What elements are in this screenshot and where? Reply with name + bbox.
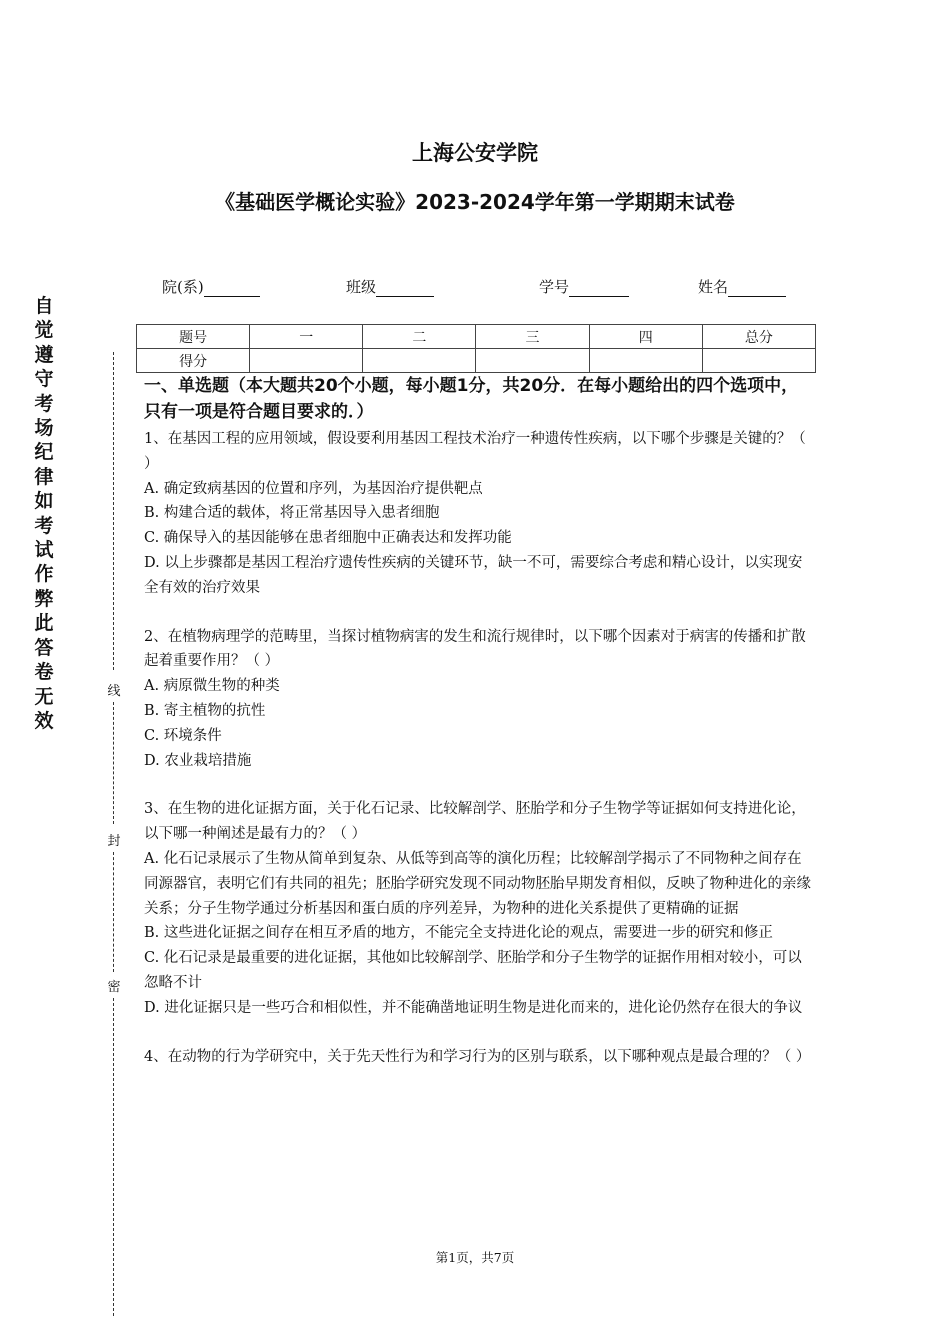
score-table [136,324,816,373]
side-notice-char: 律 [34,465,54,488]
score-table-header-label: 题号 [137,325,250,349]
binding-dash-line [113,998,114,1316]
score-cell-3 [476,349,589,373]
side-notice-char: 守 [34,368,54,391]
question-block [144,1045,812,1070]
side-notice-char: 觉 [34,319,54,342]
side-notice [31,294,57,733]
question-block [144,797,812,1020]
score-table-score-row [137,349,816,373]
question-stem: 4、在动物的行为学研究中，关于先天性行为和学习行为的区别与联系，以下哪种观点是最合理的？（ ） [144,1048,811,1065]
score-cell-2 [363,349,476,373]
dept-label: 院(系) [162,278,204,296]
side-notice-char: 如 [34,490,54,513]
side-notice-char: 此 [34,612,54,635]
binding-dash-line [113,852,114,972]
option-d[interactable]: D. 进化证据只是一些巧合和相似性，并不能确凿地证明生物是进化而来的，进化论仍然存在很大的争议 [144,999,803,1016]
name-label: 姓名 [698,278,729,296]
side-notice-char: 纪 [34,441,54,464]
name-field [698,276,786,297]
score-table-col-4: 四 [589,325,702,349]
option-c[interactable]: C. 化石记录是最重要的进化证据，其他如比较解剖学、胚胎学和分子生物学的证据作用相对较小，可以忽略不计 [144,950,802,991]
question-stem: 1、在基因工程的应用领域，假设要利用基因工程技术治疗一种遗传性疾病，以下哪个步骤是关键的？（ ） [144,431,806,472]
option-d[interactable]: D. 以上步骤都是基因工程治疗遗传性疾病的关键环节，缺一不可，需要综合考虑和精心设计，以实现安全有效的治疗效果 [144,554,803,596]
option-b[interactable]: B. 寄主植物的抗性 [144,702,266,719]
binding-dash-line [113,702,114,824]
cut-mark-secret: 密 [107,976,121,995]
score-table-col-1: 一 [250,325,363,349]
side-notice-char: 场 [34,417,54,440]
option-c[interactable]: C. 环境条件 [144,727,222,744]
option-b[interactable]: B. 这些进化证据之间存在相互矛盾的地方，不能完全支持进化论的观点，需要进一步的研究和修正 [144,925,773,942]
side-notice-char: 弊 [34,587,54,610]
option-a[interactable]: A. 病原微生物的种类 [144,678,280,695]
side-notice-char: 答 [34,636,54,659]
score-cell-total [702,349,815,373]
school-name: 上海公安学院 [412,141,538,165]
score-table-col-3: 三 [476,325,589,349]
page-footer: 第1页，共7页 [435,1250,515,1265]
score-cell-1 [250,349,363,373]
name-blank[interactable] [728,280,786,297]
score-table-col-2: 二 [363,325,476,349]
section-title: 一、单选题（本大题共20个小题，每小题1分，共20分．在每小题给出的四个选项中，只有一项是符合题目要求的．） [144,376,799,422]
dept-blank[interactable] [204,280,260,297]
side-notice-char: 试 [34,539,54,562]
option-a[interactable]: A. 确定致病基因的位置和序列，为基因治疗提供靶点 [144,480,483,497]
question-content [144,374,812,1069]
class-blank[interactable] [376,280,434,297]
side-notice-char: 效 [34,709,54,732]
class-field [346,276,434,297]
score-table-header-row [137,325,816,349]
option-c[interactable]: C. 确保导入的基因能够在患者细胞中正确表达和发挥功能 [144,530,512,547]
side-notice-char: 遵 [34,343,54,366]
side-notice-char: 卷 [34,661,54,684]
side-notice-char: 考 [34,392,54,415]
dept-field [162,276,260,297]
side-notice-char: 作 [34,563,54,586]
option-a[interactable]: A. 化石记录展示了生物从简单到复杂、从低等到高等的演化历程；比较解剖学揭示了不同物种之间存在同源器官，表明它们有共同的祖先；胚胎学研究发现不同动物胚胎早期发育相似，反映了物种进化的亲缘关系；分子生物学通过分析基因和蛋白质的序列差异，为物种的进化关系提供了更精确的证据 [144,850,811,917]
cut-mark-line: 线 [107,680,121,699]
question-stem: 2、在植物病理学的范畴里，当探讨植物病害的发生和流行规律时，以下哪个因素对于病害的传播和扩散起着重要作用？（ ） [144,628,806,670]
question-stem: 3、在生物的进化证据方面，关于化石记录、比较解剖学、胚胎学和分子生物学等证据如何支持进化论，以下哪一种阐述是最有力的？（ ） [144,801,806,843]
score-table-row-label: 得分 [137,349,250,373]
option-b[interactable]: B. 构建合适的载体，将正常基因导入患者细胞 [144,505,440,522]
binding-dash-line [113,352,114,670]
student-id-field [539,276,629,297]
side-notice-char: 自 [34,295,54,317]
exam-title: 《基础医学概论实验》2023-2024学年第一学期期末试卷 [215,190,735,214]
score-table-col-total: 总分 [702,325,815,349]
student-id-blank[interactable] [569,280,629,297]
question-block [144,427,812,601]
side-notice-char: 考 [34,514,54,537]
side-notice-char: 无 [34,685,54,708]
class-label: 班级 [346,278,377,296]
score-cell-4 [589,349,702,373]
option-d[interactable]: D. 农业栽培措施 [144,752,252,769]
student-id-label: 学号 [539,278,570,296]
cut-mark-seal: 封 [107,830,121,849]
question-block [144,625,812,774]
